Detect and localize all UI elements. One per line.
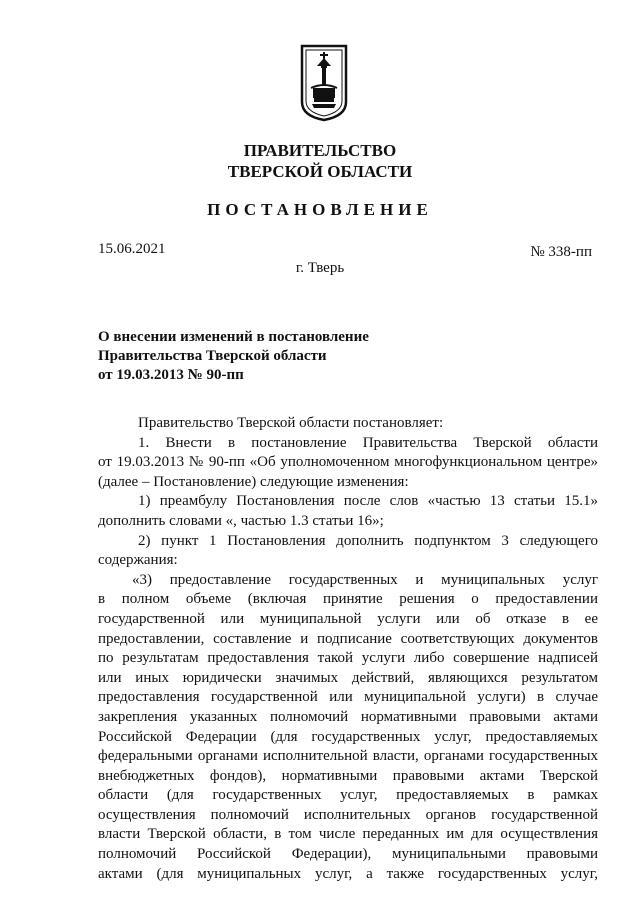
body-line: по результатам предоставления такой услуги либо совершение надписей (98, 650, 598, 667)
document-city: г. Тверь (295, 260, 345, 276)
body-line: дополнить словами «, частью 1.3 статьи 16»; (98, 512, 384, 529)
organization-title-line1: ПРАВИТЕЛЬСТВО (243, 141, 397, 160)
body-line: Российской Федерации (для государственных услуг, предоставляемых (98, 728, 598, 745)
organization-title-line2: ТВЕРСКОЙ ОБЛАСТИ (227, 162, 413, 181)
document-type: ПОСТАНОВЛЕНИЕ (207, 200, 433, 219)
body-line: власти Тверской области, в том числе переданных им для осуществления (98, 826, 598, 843)
document-number: № 338-пп (530, 244, 592, 260)
document-date: 15.06.2021 (98, 241, 166, 257)
document-subject (98, 328, 369, 385)
body-line: 2) пункт 1 Постановления дополнить подпунктом 3 следующего (138, 532, 598, 549)
body-line: предоставления государственной или муниципальной услуги) в случае (98, 689, 598, 706)
body-line: в полном объеме (включая принятие решения о предоставлении (98, 591, 598, 608)
body-line: актами (для муниципальных услуг, а также государственных услуг, (98, 865, 598, 882)
body-line: или иных юридически значимых действий, являющихся результатом (98, 669, 598, 686)
coat-of-arms-icon (300, 44, 348, 122)
body-line: 1) преамбулу Постановления после слов «частью 13 статьи 15.1» (138, 493, 598, 510)
body-line: области (для государственных услуг, предоставляемых в рамках (98, 787, 598, 804)
body-line: «3) предоставление государственных и муниципальных услуг (132, 571, 598, 588)
subject-line: от 19.03.2013 № 90-пп (98, 367, 244, 383)
body-line: полномочий Российской Федерации), муниципальными правовыми (98, 846, 598, 863)
document-body (98, 414, 598, 884)
body-line: содержания: (98, 552, 178, 569)
subject-line: О внесении изменений в постановление (98, 329, 369, 345)
body-line: 1. Внести в постановление Правительства Тверской области (138, 434, 598, 451)
body-line: Правительство Тверской области постановляет: (138, 415, 444, 431)
body-line: государственной или муниципальной услуги или об отказе в ее (98, 610, 598, 627)
body-line: предоставлении, составление и подписание соответствующих документов (98, 630, 598, 647)
body-line: закрепления указанных полномочий нормативными правовыми актами (98, 708, 598, 725)
body-line: (далее – Постановление) следующие изменения: (98, 473, 409, 490)
body-line: федеральными органами исполнительной власти, органами государственных (98, 748, 598, 765)
body-line: от 19.03.2013 № 90-пп «Об уполномоченном многофункциональном центре» (98, 454, 598, 471)
subject-line: Правительства Тверской области (98, 348, 327, 364)
body-line: осуществления полномочий исполнительных органов государственной (98, 806, 598, 823)
body-line: внебюджетных фондов), нормативными правовыми актами Тверской (98, 767, 598, 784)
